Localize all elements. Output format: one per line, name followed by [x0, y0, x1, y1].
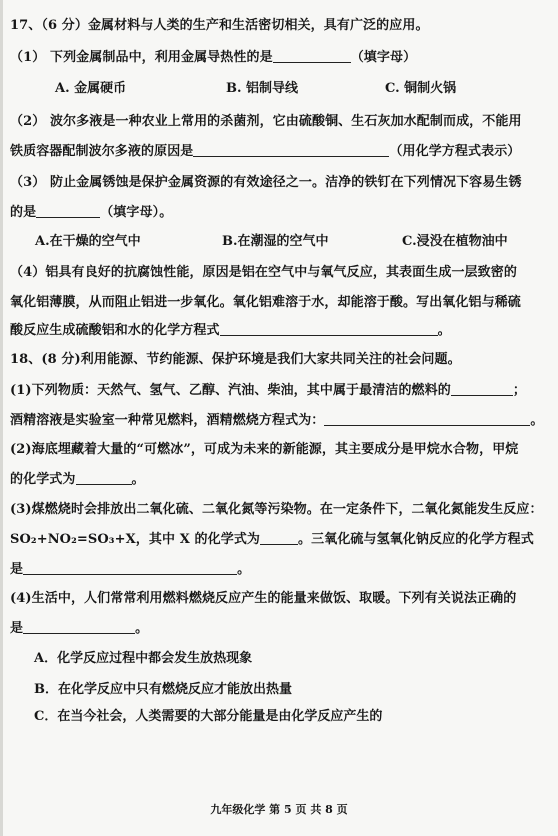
q17-part4-end: 。 [437, 323, 451, 338]
q18-part3-equation-blank[interactable] [23, 560, 237, 575]
q18-part4-line1: (4)生活中，人们常常利用燃料燃烧反应产生的能量来做饭、取暖。下列有关说法正确的 [10, 591, 517, 606]
q17-part4-line3 [10, 321, 552, 341]
q17-part1-label: （1） [10, 50, 46, 65]
q17-part3-option-c: C.浸没在植物油中 [402, 234, 508, 249]
q18-part4-answer-blank[interactable] [23, 619, 135, 634]
q18-part4-text: 是 [10, 621, 24, 636]
q18-part4-option-c: C．在当今社会，人类需要的大部分能量是由化学反应产生的 [34, 709, 383, 724]
q18-part1-line2 [10, 411, 552, 431]
q17-part3-option-a: A.在干燥的空气中 [35, 234, 141, 249]
q17-part4-line1: （4）铝具有良好的抗腐蚀性能，原因是铝在空气中与氧气反应，其表面生成一层致密的 [10, 265, 517, 280]
q18-part1-equation-blank[interactable] [324, 411, 530, 426]
q18-part3-text: SO₂+NO₂=SO₃+X，其中 X 的化学式为 [10, 532, 261, 547]
q17-part3-line1: （3） 防止金属锈蚀是保护金属资源的有效途径之一。洁净的铁钉在下列情况下容易生锈 [10, 175, 522, 190]
q18-part1-end2: 。 [530, 413, 544, 428]
q17-part3-option-b: B.在潮湿的空气中 [222, 234, 329, 249]
q18-part2-end: 。 [131, 472, 145, 487]
q18-part4-line2 [10, 619, 552, 639]
q17-part2-hint: （用化学方程式表示） [389, 144, 521, 159]
q17-part3-line2 [10, 203, 552, 223]
q18-part3-line2 [10, 530, 552, 550]
q18-part2-answer-blank[interactable] [76, 470, 132, 485]
q18-part3-line1: (3)煤燃烧时会排放出二氧化硫、二氧化氮等污染物。在一定条件下，二氧化氮能发生反应： [10, 502, 543, 517]
q18-stem: 18、(8 分)利用能源、节约能源、保护环境是我们大家共同关注的社会问题。 [10, 352, 461, 367]
q17-part1-hint: （填字母） [350, 50, 417, 65]
q17-part3-text: 的是 [10, 205, 37, 220]
q18-part1-text: (1)下列物质：天然气、氢气、乙醇、汽油、柴油，其中属于最清洁的燃料的 [10, 383, 451, 398]
q17-part1-option-b: B. 铝制导线 [226, 81, 299, 96]
q17-part4-text: 酸反应生成硫酸铝和水的化学方程式 [10, 323, 220, 338]
q18-part3-end: 。 [237, 562, 251, 577]
q17-part1 [10, 48, 552, 68]
q18-part1-line1 [10, 381, 552, 401]
q18-part2-text: 的化学式为 [10, 472, 76, 487]
q17-part1-option-a: A. 金属硬币 [55, 81, 127, 96]
q17-part2-line1: （2） 波尔多液是一种农业上常用的杀菌剂，它由硫酸铜、生石灰加水配制而成，不能用 [10, 114, 522, 129]
q17-part1-answer-blank[interactable] [273, 48, 351, 63]
q18-part3-line3 [10, 560, 552, 580]
q17-stem: 17、（6 分）金属材料与人类的生产和生活密切相关，具有广泛的应用。 [10, 18, 429, 33]
q18-part1-answer-blank[interactable] [451, 381, 513, 396]
q17-part2-text: 铁质容器配制波尔多液的原因是 [10, 144, 194, 159]
q18-part4-end: 。 [135, 621, 149, 636]
page-footer: 九年级化学 第 5 页 共 8 页 [210, 803, 348, 816]
q17-part2-answer-blank[interactable] [193, 142, 389, 157]
q17-part1-option-c: C. 铜制火锅 [385, 81, 457, 96]
q18-part3-mid: 。三氧化硫与氢氧化钠反应的化学方程式 [298, 532, 534, 547]
q18-part4-option-a: A．化学反应过程中都会发生放热现象 [34, 651, 253, 666]
q17-part3-hint: （填字母）。 [100, 205, 173, 220]
q17-part3-answer-blank[interactable] [36, 203, 100, 218]
q17-part4-answer-blank[interactable] [220, 321, 438, 336]
q18-part4-option-b: B．在化学反应中只有燃烧反应才能放出热量 [34, 682, 292, 697]
q18-part2-line2 [10, 470, 552, 490]
q18-part3-text3: 是 [10, 562, 24, 577]
q18-part3-answer-blank[interactable] [260, 530, 298, 545]
q17-part4-line2: 氧化铝薄膜，从而阻止铝进一步氧化。氧化铝难溶于水，却能溶于酸。写出氧化铝与稀硫 [10, 295, 521, 310]
q17-part1-text: 下列金属制品中，利用金属导热性的是 [45, 50, 273, 65]
q18-part1-end: ； [512, 383, 526, 398]
q17-part2-line2 [10, 142, 552, 162]
q18-part1-text2: 酒精溶液是实验室一种常见燃料，酒精燃烧方程式为： [10, 413, 325, 428]
page-fold-shadow [0, 0, 3, 836]
q18-part2-line1: (2)海底埋藏着大量的“可燃冰”，可成为未来的新能源，其主要成分是甲烷水合物，甲烷 [10, 442, 519, 457]
